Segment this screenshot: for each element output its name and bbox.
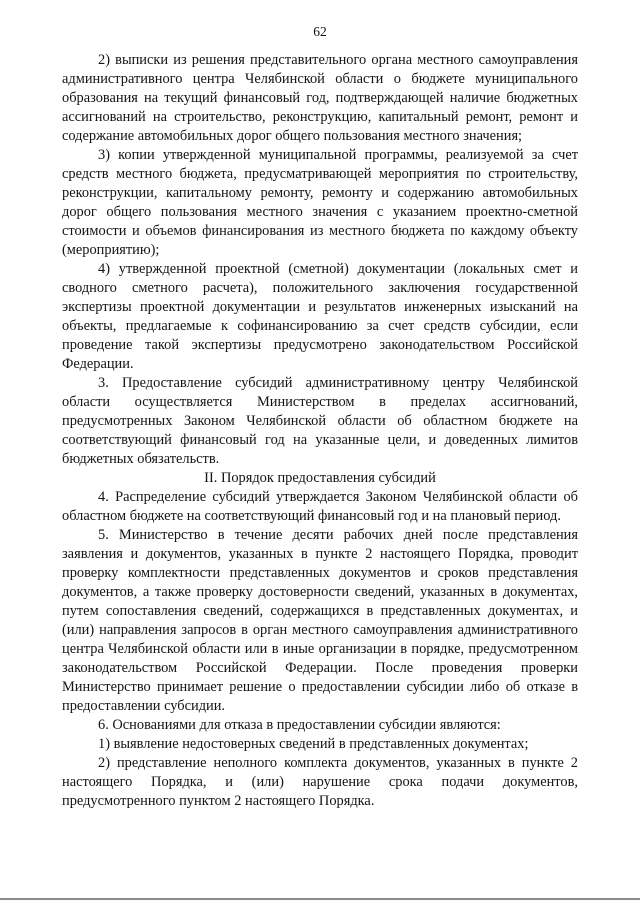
paragraph: 2) выписки из решения представительного органа местного самоуправления административного центра Челябинской области о бюджете муниципального образования на текущий финансовый год, подтверждающей наличие бюджетных ассигнований на строительство, реконструкцию, капитальный ремонт, ремонт и содержание автомобильных дорог общего пользования местного значения; xyxy=(62,52,578,144)
paragraph: 1) выявление недостоверных сведений в представленных документах; xyxy=(98,736,529,752)
scan-edge-line xyxy=(0,898,640,900)
paragraph: 2) представление неполного комплекта документов, указанных в пункте 2 настоящего Порядка, и (или) нарушение срока подачи документов, предусмотренного пунктом 2 настоящего Порядка. xyxy=(62,755,578,809)
paragraph: 4. Распределение субсидий утверждается Законом Челябинской области об областном бюджете на соответствующий финансовый год и на плановый период. xyxy=(62,489,578,524)
paragraph: 5. Министерство в течение десяти рабочих дней после представления заявления и документов, указанных в пункте 2 настоящего Порядка, проводит проверку комплектности представленных документов и сроков представления документов, а также проверку достоверности сведений, указанных в документах, путем сопоставления сведений, содержащихся в представленных документах, и (или) направления запросов в орган местного самоуправления административного центра Челябинской области или в иные организации в порядке, предусмотренном законодательством Российской Федерации. После проведения проверки Министерство принимает решение о предоставлении субсидии либо об отказе в предоставлении субсидии. xyxy=(62,527,578,714)
section-heading: II. Порядок предоставления субсидий xyxy=(204,470,436,486)
paragraph: 6. Основаниями для отказа в предоставлении субсидии являются: xyxy=(98,717,501,733)
document-body xyxy=(62,51,578,811)
paragraph: 3) копии утвержденной муниципальной программы, реализуемой за счет средств местного бюджета, предусматривающей мероприятия по строительству, реконструкции, капитальному ремонту, ремонту и содержанию автомобильных дорог общего пользования местного значения с указанием проектно-сметной стоимости и объемов финансирования из местного бюджета по каждому объекту (мероприятию); xyxy=(62,147,578,258)
paragraph: 3. Предоставление субсидий административному центру Челябинской области осуществляется Министерством в пределах ассигнований, предусмотренных Законом Челябинской области об областном бюджете на соответствующий финансовый год на указанные цели, и доведенных лимитов бюджетных обязательств. xyxy=(62,375,578,467)
page-number: 62 xyxy=(313,24,327,39)
paragraph: 4) утвержденной проектной (сметной) документации (локальных смет и сводного сметного расчета), положительного заключения государственной экспертизы проектной документации и результатов инженерных изысканий на объекты, предлагаемые к софинансированию за счет средств субсидии, если проведение такой экспертизы предусмотрено законодательством Российской Федерации. xyxy=(62,261,578,372)
